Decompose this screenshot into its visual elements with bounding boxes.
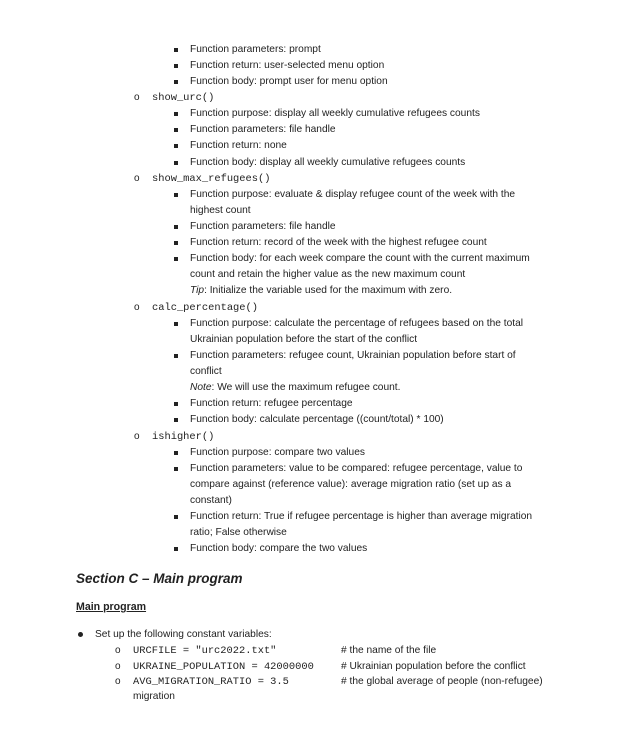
bullet-square-icon bbox=[174, 193, 178, 197]
bullet-square-icon bbox=[174, 225, 178, 229]
list-item-continuation: Ukrainian population before the start of the conflict bbox=[190, 334, 418, 345]
bullet-square-icon bbox=[174, 112, 178, 116]
constant-comment: # Ukrainian population before the conflict bbox=[341, 661, 526, 672]
bullet-square-icon bbox=[174, 354, 178, 358]
function-name: show_urc() bbox=[152, 92, 215, 104]
list-item: Function return: user-selected menu option bbox=[190, 60, 385, 71]
list-item: Function body: display all weekly cumulative refugees counts bbox=[190, 157, 466, 168]
setup-text: Set up the following constant variables: bbox=[95, 629, 272, 640]
list-item: Function return: True if refugee percentage is higher than average migration bbox=[190, 511, 533, 522]
circle-bullet-icon: o bbox=[115, 645, 121, 656]
circle-bullet-icon: o bbox=[134, 92, 140, 103]
list-item: Function purpose: compare two values bbox=[190, 447, 365, 458]
list-item: Function purpose: display all weekly cumulative refugees counts bbox=[190, 108, 480, 119]
list-item-continuation: count and retain the higher value as the new maximum count bbox=[190, 269, 466, 280]
constant-comment: # the name of the file bbox=[341, 645, 437, 656]
bullet-square-icon bbox=[174, 48, 178, 52]
circle-bullet-icon: o bbox=[134, 173, 140, 184]
bullet-square-icon bbox=[174, 467, 178, 471]
bullet-square-icon bbox=[174, 161, 178, 165]
bullet-square-icon bbox=[174, 241, 178, 245]
circle-bullet-icon: o bbox=[134, 302, 140, 313]
constant-comment: # the global average of people (non-refugee) bbox=[341, 676, 543, 687]
list-item-continuation: compare against (reference value): average migration ratio (set up as a bbox=[190, 479, 512, 490]
list-item: Function parameters: file handle bbox=[190, 221, 336, 232]
bullet-square-icon bbox=[174, 515, 178, 519]
section-title: Section C – Main program bbox=[76, 571, 243, 586]
circle-bullet-icon: o bbox=[134, 431, 140, 442]
list-item: Function parameters: prompt bbox=[190, 44, 321, 55]
list-item: Function return: refugee percentage bbox=[190, 398, 353, 409]
function-name: show_max_refugees() bbox=[152, 173, 271, 185]
bullet-square-icon bbox=[174, 451, 178, 455]
bullet-square-icon bbox=[174, 64, 178, 68]
list-item-continuation: ratio; False otherwise bbox=[190, 527, 287, 538]
list-item: Function parameters: value to be compared: refugee percentage, value to bbox=[190, 463, 523, 474]
list-item: Function purpose: calculate the percentage of refugees based on the total bbox=[190, 318, 524, 329]
function-name: calc_percentage() bbox=[152, 302, 259, 314]
list-item: Function parameters: file handle bbox=[190, 124, 336, 135]
tip-text: Tip: Initialize the variable used for the maximum with zero. bbox=[190, 285, 453, 296]
list-item: Function return: record of the week with the highest refugee count bbox=[190, 237, 487, 248]
function-name: ishigher() bbox=[152, 431, 215, 443]
list-item: Function purpose: evaluate & display refugee count of the week with the bbox=[190, 189, 516, 200]
bullet-square-icon bbox=[174, 144, 178, 148]
constant-code: AVG_MIGRATION_RATIO = 3.5 bbox=[133, 676, 289, 688]
bullet-dot-icon bbox=[78, 632, 83, 637]
list-item: Function parameters: refugee count, Ukrainian population before start of bbox=[190, 350, 516, 361]
list-item: Function body: for each week compare the count with the current maximum bbox=[190, 253, 530, 264]
bullet-square-icon bbox=[174, 322, 178, 326]
list-item-continuation: constant) bbox=[190, 495, 232, 506]
bullet-square-icon bbox=[174, 128, 178, 132]
bullet-square-icon bbox=[174, 80, 178, 84]
main-program-heading: Main program bbox=[76, 601, 147, 613]
note-text: Note: We will use the maximum refugee count. bbox=[190, 382, 401, 393]
circle-bullet-icon: o bbox=[115, 676, 121, 687]
bullet-square-icon bbox=[174, 402, 178, 406]
circle-bullet-icon: o bbox=[115, 661, 121, 672]
constant-code: UKRAINE_POPULATION = 42000000 bbox=[133, 661, 314, 673]
bullet-square-icon bbox=[174, 257, 178, 261]
list-item: Function body: calculate percentage ((count/total) * 100) bbox=[190, 414, 444, 425]
list-item-continuation: conflict bbox=[190, 366, 222, 377]
list-item: Function body: compare the two values bbox=[190, 543, 368, 554]
bullet-square-icon bbox=[174, 547, 178, 551]
list-item-continuation: highest count bbox=[190, 205, 251, 216]
list-item: Function return: none bbox=[190, 140, 287, 151]
comment-continuation: migration bbox=[133, 691, 175, 702]
constant-code: URCFILE = "urc2022.txt" bbox=[133, 645, 277, 657]
bullet-square-icon bbox=[174, 418, 178, 422]
list-item: Function body: prompt user for menu option bbox=[190, 76, 388, 87]
